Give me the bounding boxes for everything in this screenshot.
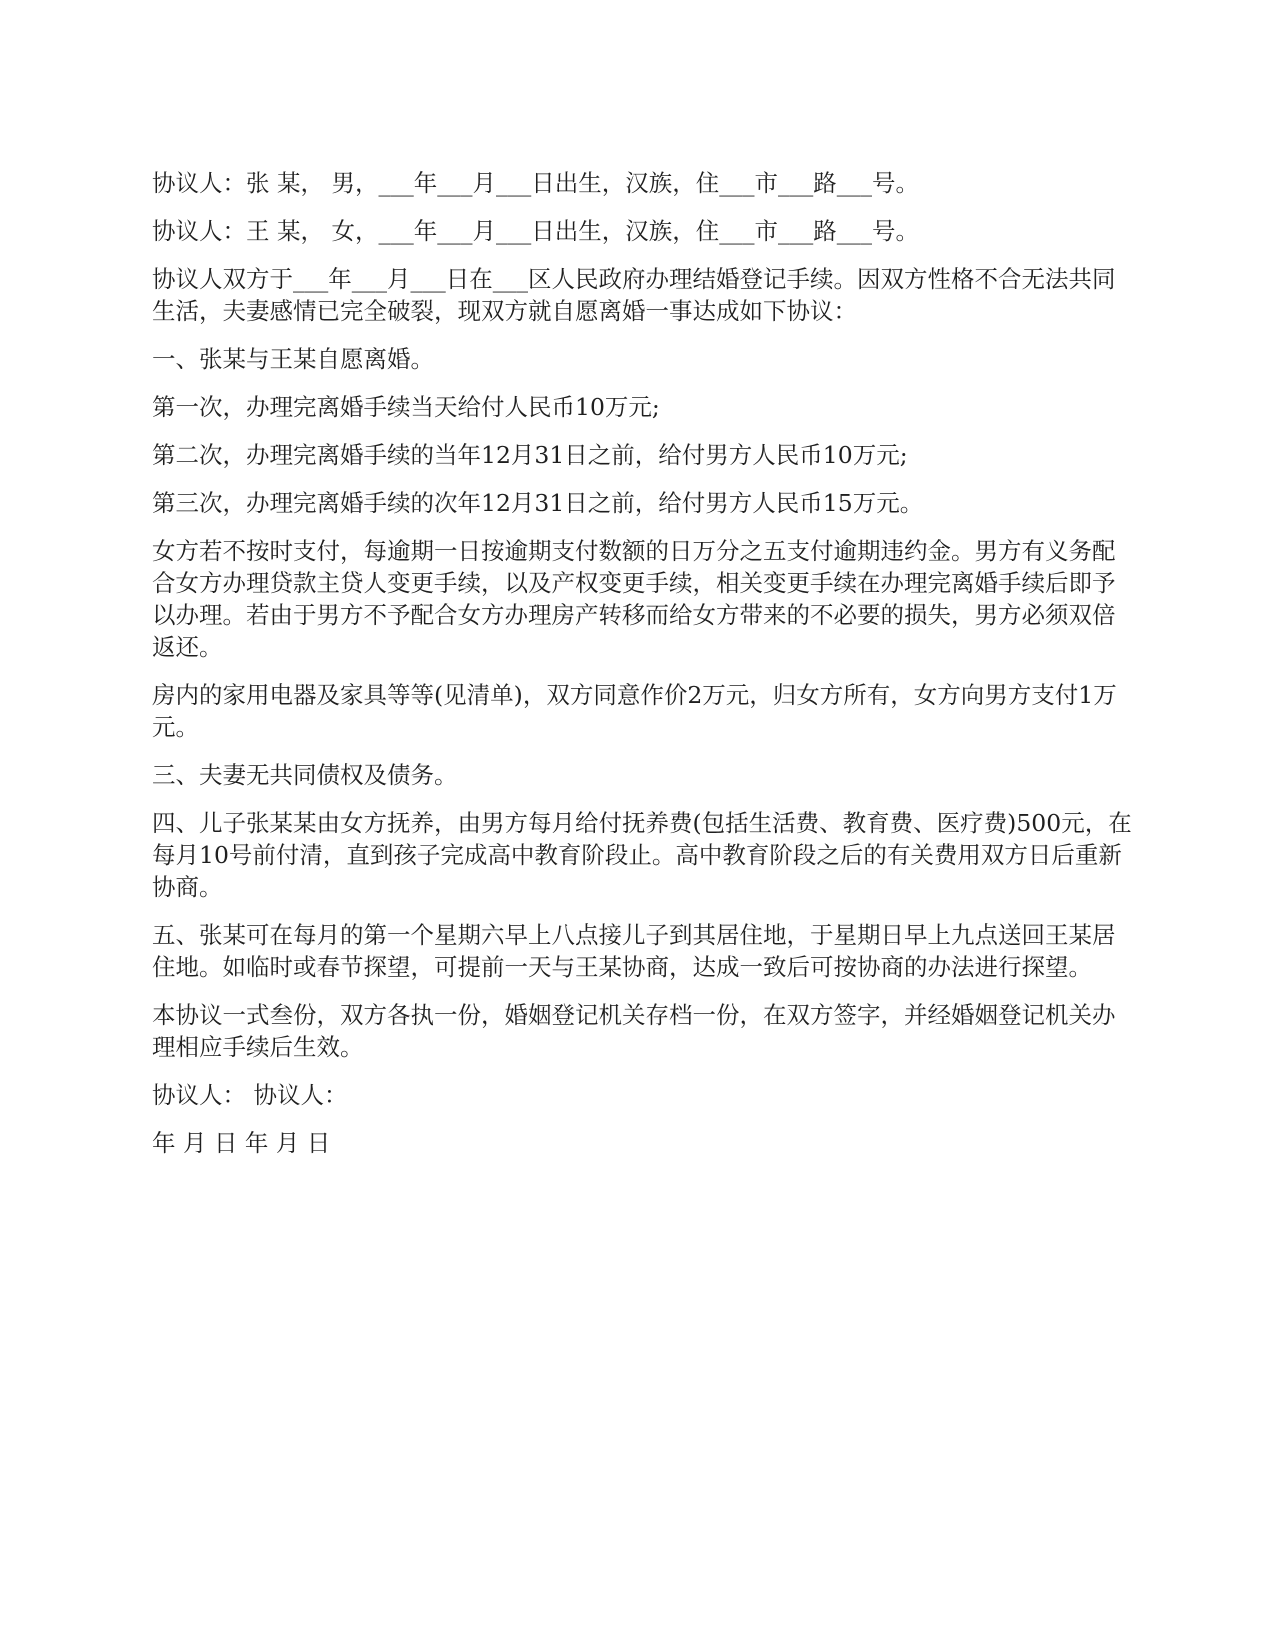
effectiveness-paragraph: 本协议一式叁份，双方各执一份，婚姻登记机关存档一份，在双方签字，并经婚姻登记机关办理相应手续后生效。 — [152, 1001, 1116, 1061]
clause-four: 四、儿子张某某由女方抚养，由男方每月给付抚养费(包括生活费、教育费、医疗费)500元，在每月10号前付清，直到孩子完成高中教育阶段止。高中教育阶段之后的有关费用双方日后重新协商。 — [152, 809, 1132, 901]
signature-line: 协议人： 协议人： — [152, 1081, 348, 1109]
payment-second: 第二次，办理完离婚手续的当年12月31日之前，给付男方人民币10万元; — [152, 441, 908, 469]
party-male-line: 协议人：张 某， 男，___年___月___日出生，汉族，住___市___路___号。 — [152, 169, 919, 197]
clause-five: 五、张某可在每月的第一个星期六早上八点接儿子到其居住地，于星期日早上九点送回王某居住地。如临时或春节探望，可提前一天与王某协商，达成一致后可按协商的办法进行探望。 — [152, 921, 1116, 981]
date-line: 年 月 日 年 月 日 — [152, 1129, 331, 1157]
household-items-paragraph: 房内的家用电器及家具等等(见清单)，双方同意作价2万元，归女方所有，女方向男方支付1万元。 — [152, 681, 1117, 741]
clause-three: 三、夫妻无共同债权及债务。 — [152, 761, 458, 789]
party-female-line: 协议人：王 某， 女，___年___月___日出生，汉族，住___市___路___号。 — [152, 217, 919, 245]
payment-first: 第一次，办理完离婚手续当天给付人民币10万元; — [152, 393, 660, 421]
payment-third: 第三次，办理完离婚手续的次年12月31日之前，给付男方人民币15万元。 — [152, 489, 924, 517]
agreement-body — [152, 167, 1132, 1175]
preamble-paragraph: 协议人双方于___年___月___日在___区人民政府办理结婚登记手续。因双方性格不合无法共同生活，夫妻感情已完全破裂，现双方就自愿离婚一事达成如下协议： — [152, 265, 1116, 325]
late-payment-paragraph: 女方若不按时支付，每逾期一日按逾期支付数额的日万分之五支付逾期违约金。男方有义务配合女方办理贷款主贷人变更手续，以及产权变更手续，相关变更手续在办理完离婚手续后即予以办理。若由于男方不予配合女方办理房产转移而给女方带来的不必要的损失，男方必须双倍返还。 — [152, 537, 1116, 661]
clause-one: 一、张某与王某自愿离婚。 — [152, 345, 434, 373]
